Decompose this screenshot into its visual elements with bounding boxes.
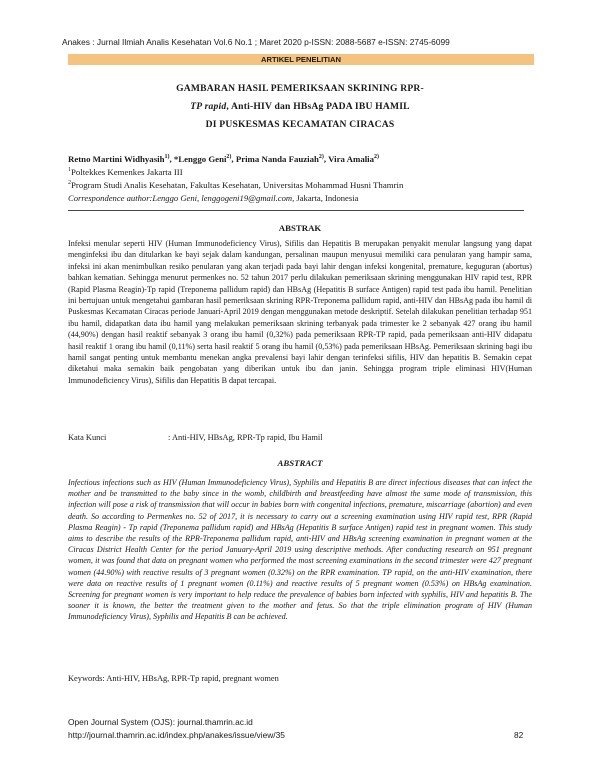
journal-header: Anakes : Jurnal Ilmiah Analis Kesehatan Vol.6 No.1 ; Maret 2020 p-ISSN: 2088-5687 e-ISSN: 2745-6099 bbox=[62, 37, 450, 47]
page-number: 82 bbox=[514, 730, 524, 740]
kata-kunci bbox=[68, 433, 323, 442]
affiliation-1-text: Poltekkes Kemenkes Jakarta III bbox=[71, 167, 183, 177]
kata-kunci-value: : Anti-HIV, HBsAg, RPR-Tp rapid, Ibu Hamil bbox=[168, 433, 323, 442]
affiliation-2-number: 2 bbox=[68, 180, 71, 187]
author-list bbox=[68, 154, 379, 164]
author-2: , *Lenggo Geni bbox=[169, 154, 227, 164]
affiliation-2 bbox=[68, 180, 403, 190]
abstract-heading: ABSTRACT bbox=[277, 458, 323, 468]
footer-ojs: Open Journal System (OJS): journal.thamrin.ac.id bbox=[68, 717, 253, 727]
author-1: Retno Martini Widhyasih bbox=[68, 154, 165, 164]
author-4-affil: 2) bbox=[374, 154, 379, 161]
kata-kunci-label: Kata Kunci bbox=[68, 433, 107, 442]
author-3-affil: 2) bbox=[318, 154, 324, 161]
title-line-3: DI PUSKESMAS KECAMATAN CIRACAS bbox=[205, 119, 395, 130]
affiliation-1-number: 1 bbox=[68, 167, 71, 174]
author-2-affil: 2) bbox=[226, 154, 232, 161]
article-type-banner: ARTIKEL PENELITIAN bbox=[68, 54, 534, 65]
correspondence bbox=[68, 193, 358, 203]
correspondence-text: Correspondence author:Lenggo Geni, lenggogeni19@gmail.com bbox=[68, 193, 293, 203]
title-line-2-rest: , Anti-HIV dan HBsAg PADA IBU HAMIL bbox=[226, 101, 410, 112]
header-divider bbox=[68, 210, 524, 211]
affiliation-2-text: Program Studi Analis Kesehatan, Fakultas Kesehatan, Universitas Mohammad Husni Thamrin bbox=[71, 180, 404, 190]
affiliation-1 bbox=[68, 167, 183, 177]
abstrak-heading: ABSTRAK bbox=[278, 223, 322, 233]
author-1-affil: 1) bbox=[164, 154, 170, 161]
correspondence-location: , Jakarta, Indonesia bbox=[292, 193, 359, 203]
title-line-1: GAMBARAN HASIL PEMERIKSAAN SKRINING RPR- bbox=[176, 83, 424, 94]
abstract-text: Infectious infections such as HIV (Human Immunodeficiency Virus), Syphilis and Hepatitis B are direct infectious diseases that can infect the mother and be transmitted to the baby since in the womb, childbirth and breastfeeding have almost the same mode of transmission, this infection will pose a risk of transmission that will occur in babies born with congenital infections, premature, miscarriage (abortion) and even death. So according to Permenkes no. 52 of 2017, it is necessary to carry out a screening examination using HIV rapid test, RPR (Rapid Plasma Reagin) - Tp rapid (Treponema pallidum rapid) and HBsAg (Hepatitis B surface Antigen) rapid test in pregnant women. This study aims to describe the results of the RPR-Treponema pallidum rapid, anti-HIV and HBsAg screening examination in pregnant women at the Ciracas District Health Center for the period January-April 2019 using descriptive methods. After conducting research on 951 pregnant women, it was found that data on pregnant women who performed the most screening examinations in the second trimester were 427 pregnant women (44.90%) with reactive results of 3 pregnant women (0.32%) on the RPR examination. TP rapid, on the anti-HIV examination, there were data on reactive results of 1 pregnant women (0.11%) and reactive results of 5 pregnant women (0.53%) on HBsAg examination. Screening for pregnant women is very important to help reduce the prevalence of babies born infected with syphilis, HIV and hepatitis B. The sooner it is known, the better the treatment given to the mother and fetus. So that the triple elimination program of HIV (Human Immunodeficiency Virus), Syphilis and Hepatitis B can be achieved. bbox=[68, 478, 532, 622]
title-italic-part: TP rapid bbox=[190, 101, 227, 112]
abstrak-text: Infeksi menular seperti HIV (Human Immunodeficiency Virus), Sifilis dan Hepatitis B merupakan penyakit menular langsung yang dapat menginfeksi ibu dan ditularkan ke bayi sejak dalam kandungan, persalinan maupun menyusui memiliki cara penularan yang hampir sama, infeksi ini akan menimbulkan resiko penularan yang akan terjadi pada bayi lahir dengan infeksi kongenital, premature, keguguran (abortus) bahkan kematian. Sehingga menurut permenkes no. 52 tahun 2017 perlu dilakukan pemeriksaan skrining menggunakan HIV rapid test, RPR (Rapid Plasma Reagin)-Tp rapid (Treponema pallidum rapid) dan HBsAg (Hepatitis B surface Antigen) rapid test pada ibu hamil. Penelitian ini bertujuan untuk mengetahui gambaran hasil pemeriksaan skrining RPR-Treponema pallidum rapid, anti-HIV dan HBsAg pada ibu hamil di Puskesmas Kecamatan Ciracas periode Januari-April 2019 dengan menggunakan metode deskriptif. Setelah dilakukan penelitian terhadap 951 ibu hamil, didapatkan data ibu hamil yang melakukan pemeriksaan skrining terbanyak pada trimester ke 2 sebanyak 427 orang ibu hamil (44,90%) dengan hasil reaktif sebanyak 3 orang ibu hamil (0,32%) pada pemeriksaan RPR-TP rapid, pada pemeriksaan anti-HIV didapatu hasil reaktif 1 orang ibu hamil (0,11%) serta hasil reaktif 5 orang ibu hamil (0,53%) pada pemeriksaan HBsAg. Pemeriksaan skrining bagi ibu hamil sangat penting untuk membantu menekan angka prevalensi bayi lahir dengan terinfeksi sifilis, HIV dan hepatitis B. Semakin cepat diketahui maka semakin baik pengobatan yang diberikan untuk ibu dan janin. Sehingga program triple eliminasi HIV(Human Immunodeficiency Virus), Sifilis dan Hepatitis B dapat tercapai. bbox=[68, 239, 532, 385]
keywords: Keywords: Anti-HIV, HBsAg, RPR-Tp rapid, pregnant women bbox=[68, 674, 279, 683]
footer-url[interactable]: http://journal.thamrin.ac.id/index.php/anakes/issue/view/35 bbox=[68, 730, 285, 740]
author-4: , Vira Amalia bbox=[323, 154, 374, 164]
title-line-2 bbox=[90, 101, 510, 112]
author-3: , Prima Nanda Fauziah bbox=[231, 154, 319, 164]
